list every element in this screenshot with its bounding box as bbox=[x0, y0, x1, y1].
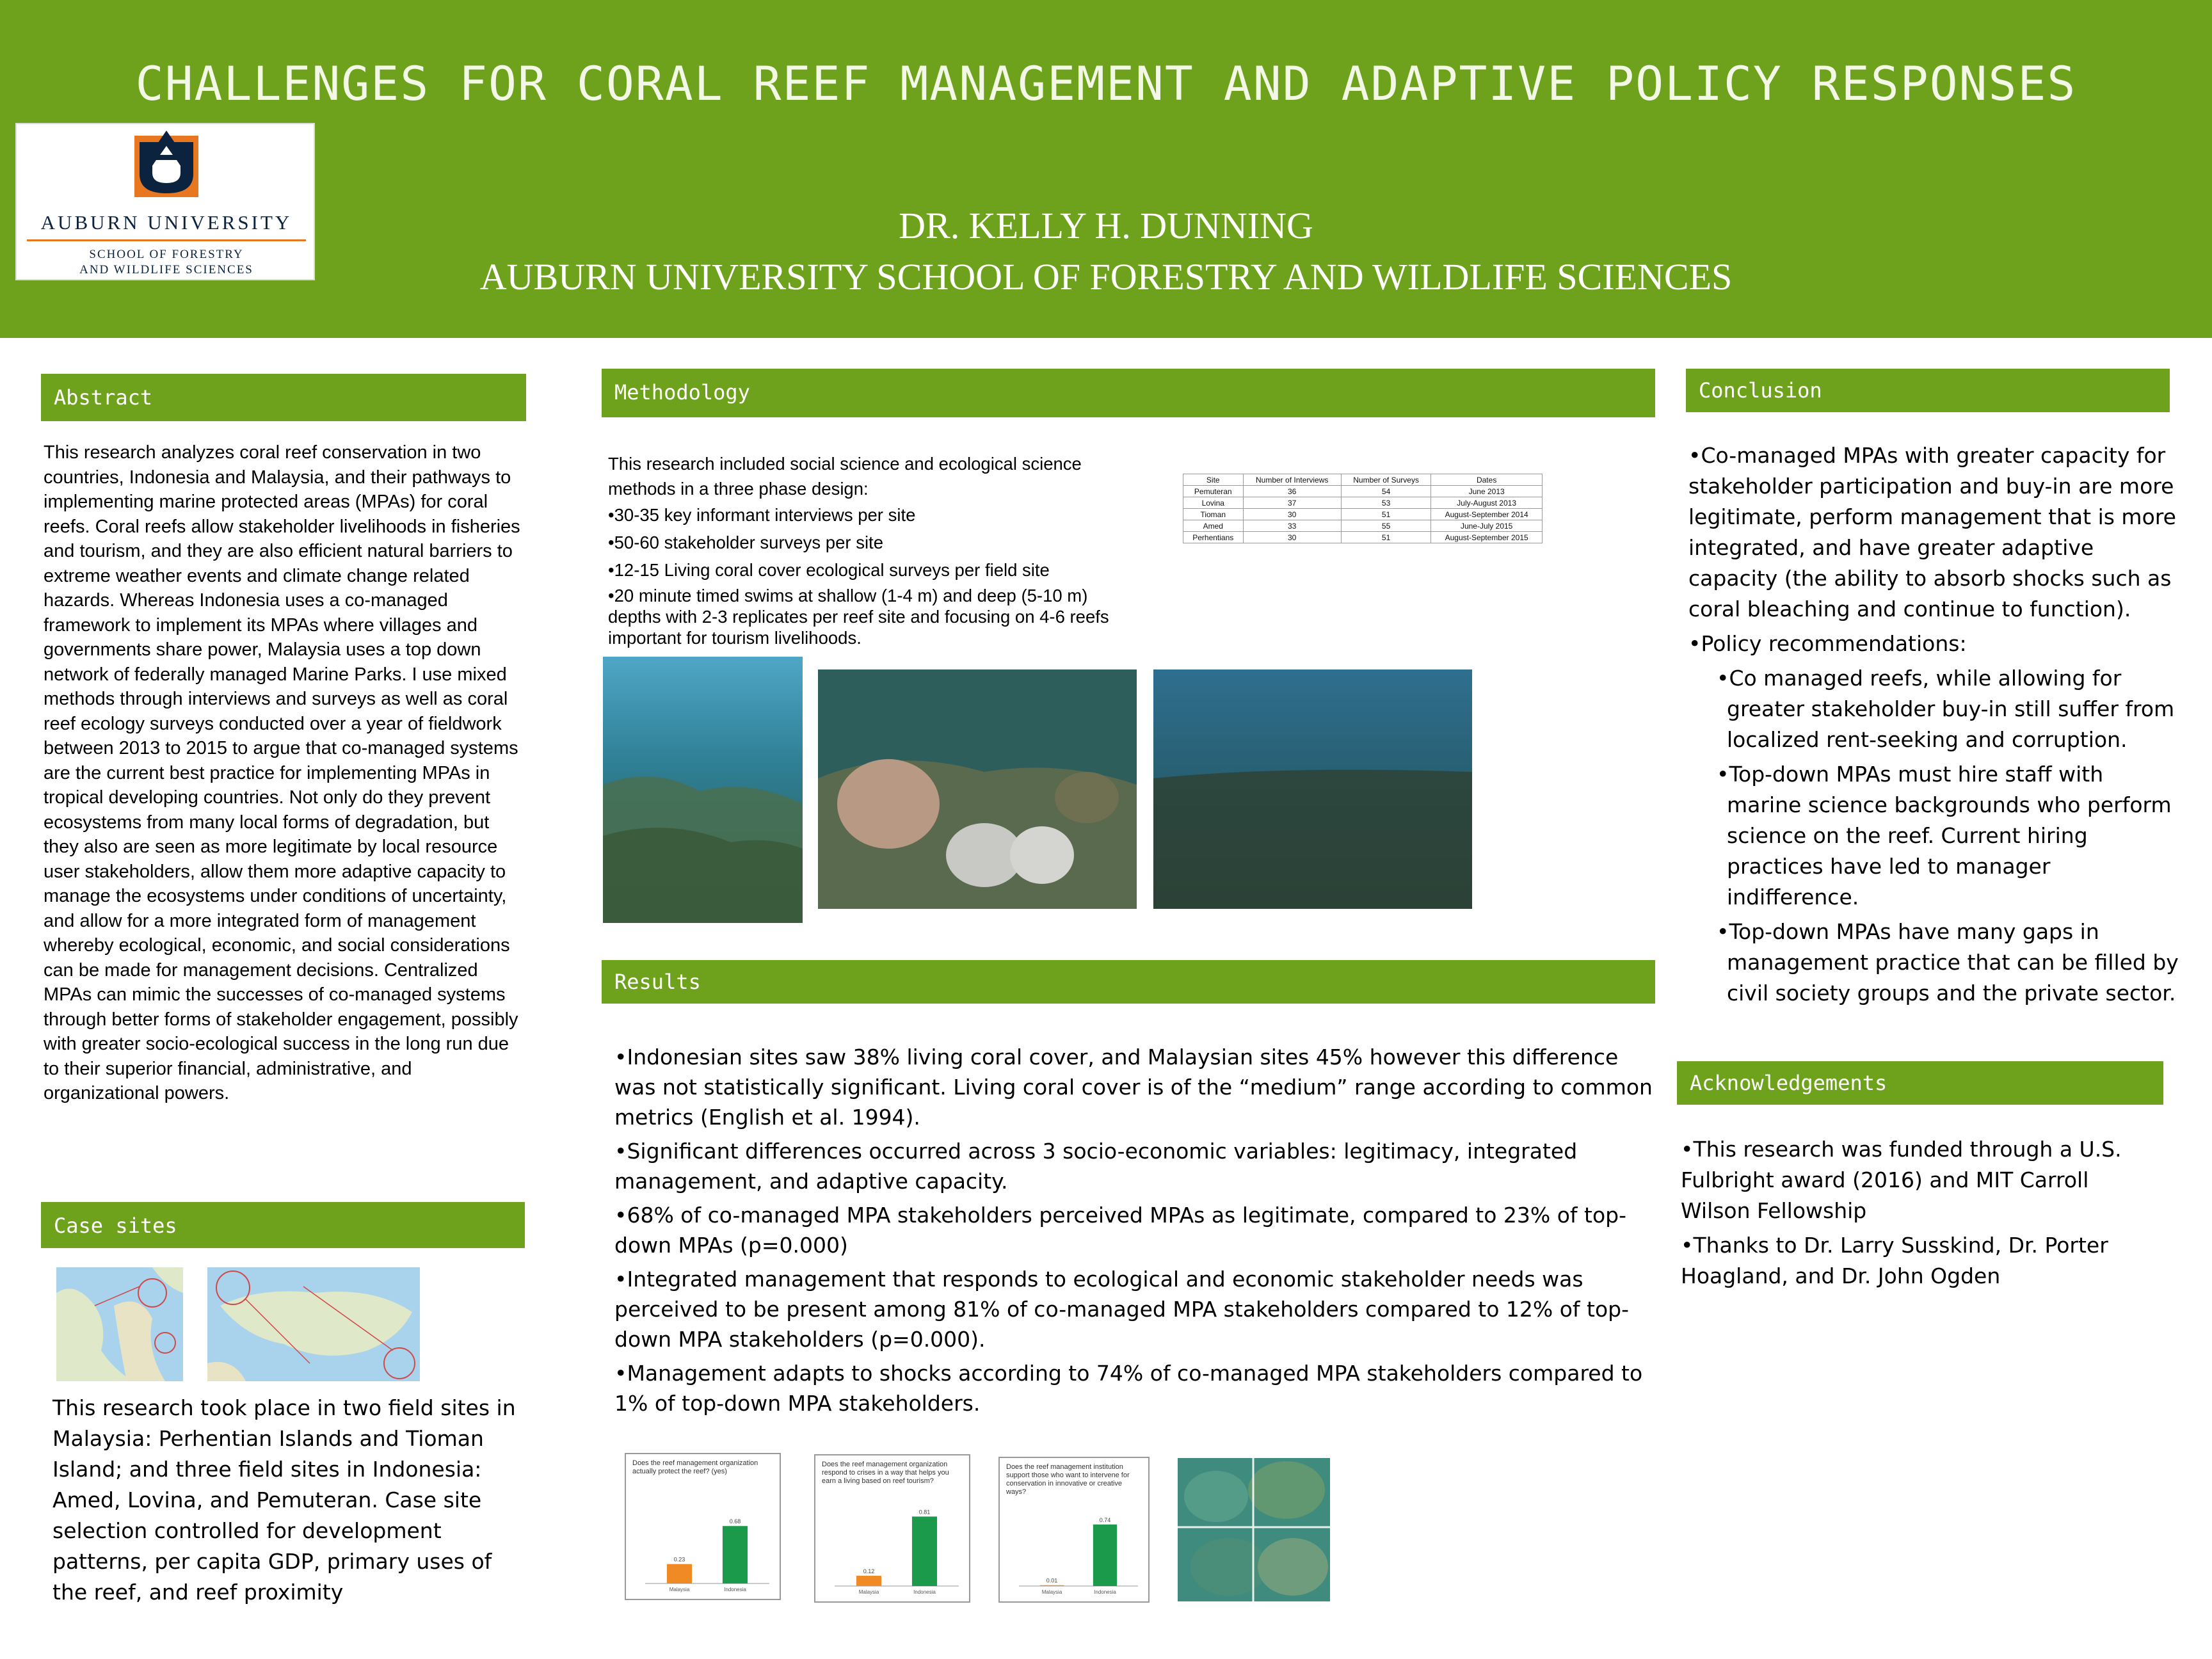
methodology-heading: Methodology bbox=[602, 369, 1655, 417]
author-name: DR. KELLY H. DUNNING bbox=[899, 205, 1313, 246]
table-cell: Perhentians bbox=[1183, 532, 1244, 543]
results-bullet: •Management adapts to shocks according to 74% of co-managed MPA stakeholders compared to 1% of top-down MPA stakeholders. bbox=[614, 1361, 1643, 1416]
recommendation-item: •Co managed reefs, while allowing for greater stakeholder buy-in still suffer from localized rent-seeking and corruption. bbox=[1717, 666, 2175, 752]
table-cell: 30 bbox=[1243, 532, 1341, 543]
table-cell: 33 bbox=[1243, 520, 1341, 532]
chart-category-label: Indonesia bbox=[724, 1587, 746, 1592]
acknowledgements-heading: Acknowledgements bbox=[1677, 1061, 2163, 1105]
bali-map bbox=[207, 1267, 420, 1381]
chart-value-label: 0.01 bbox=[1046, 1577, 1058, 1584]
table-cell: August-September 2014 bbox=[1431, 509, 1543, 520]
methodology-text bbox=[608, 451, 1139, 648]
methodology-bullet: •20 minute timed swims at shallow (1-4 m) and deep (5-10 m) depths with 2-3 replicates per reef site and focusing on 4-6 reefs important for tourism livelihoods. bbox=[608, 586, 1109, 648]
methodology-bullet: •12-15 Living coral cover ecological surveys per field site bbox=[608, 560, 1050, 580]
recommendation-item: •Top-down MPAs have many gaps in management practice that can be filled by civil society groups and the private sector. bbox=[1717, 919, 2179, 1006]
table-cell: Lovina bbox=[1183, 497, 1244, 509]
logo-divider bbox=[27, 239, 306, 241]
chart-category-label: Malaysia bbox=[858, 1589, 879, 1595]
chart-title: Does the reef management institution support those who want to intervene for conservation in innovative or creative ways? bbox=[1006, 1463, 1130, 1496]
chart-bar-malaysia bbox=[1040, 1585, 1064, 1586]
results-heading: Results bbox=[602, 960, 1655, 1004]
chart-bar-indonesia bbox=[723, 1526, 748, 1583]
chart-value-label: 0.81 bbox=[918, 1509, 931, 1516]
chart-title: Does the reef management organization respond to crises in a way that helps you earn a living based on reef tourism? bbox=[822, 1461, 949, 1485]
results-bullet: •Integrated management that responds to ecological and economic stakeholder needs was perceived to be present among 81% of co-managed MPA stakeholders compared to 12% of top-down MPA stakeholders (p=0.000). bbox=[614, 1267, 1630, 1352]
site-table-header-cell: Dates bbox=[1431, 474, 1543, 486]
logo-university-name: AUBURN UNIVERSITY bbox=[40, 211, 293, 234]
methodology-intro: This research included social science and ecological science methods in a three phase design: bbox=[608, 454, 1082, 499]
reef-photo-deep bbox=[1153, 669, 1472, 909]
table-cell: 53 bbox=[1341, 497, 1431, 509]
site-table-header bbox=[1183, 474, 1543, 486]
chart-category-label: Malaysia bbox=[1041, 1589, 1062, 1595]
abstract-heading: Abstract bbox=[41, 374, 526, 421]
coral-transect-photo bbox=[1178, 1458, 1330, 1601]
chart-bar-malaysia bbox=[856, 1576, 881, 1586]
au-monogram-icon bbox=[115, 129, 218, 219]
chart-bar-malaysia bbox=[667, 1564, 692, 1583]
table-cell: 55 bbox=[1341, 520, 1431, 532]
recommendation-item: •Top-down MPAs must hire staff with marine science backgrounds who perform science on the reef. Current hiring practices have led to manager indifference. bbox=[1717, 762, 2172, 910]
methodology-bullet: •30-35 key informant interviews per site bbox=[608, 505, 916, 525]
chart-category-label: Indonesia bbox=[913, 1589, 936, 1595]
policy-recommendations-list bbox=[1688, 663, 2181, 1009]
chart-plot bbox=[1000, 1458, 1151, 1604]
conclusion-text bbox=[1688, 440, 2181, 1013]
table-row bbox=[1183, 532, 1543, 543]
table-cell: 36 bbox=[1243, 486, 1341, 497]
chart-category-label: Malaysia bbox=[669, 1587, 690, 1592]
case-sites-text: This research took place in two field sites in Malaysia: Perhentian Islands and Tioman Island; and three field sites in Indonesia: Amed, Lovina, and Pemuteran. Case site selection controlled for development patterns, per capita GDP, primary uses of the reef, and reef proximity bbox=[52, 1395, 516, 1605]
chart-category-label: Indonesia bbox=[1094, 1589, 1116, 1595]
results-bullet: •68% of co-managed MPA stakeholders perceived MPAs as legitimate, compared to 23% of top-down MPAs (p=0.000) bbox=[614, 1203, 1626, 1258]
chart-plot bbox=[626, 1454, 782, 1601]
acknowledgement-point: •Thanks to Dr. Larry Susskind, Dr. Porter Hoagland, and Dr. John Ogden bbox=[1681, 1233, 2108, 1288]
site-table-header-cell: Site bbox=[1183, 474, 1244, 486]
table-cell: 54 bbox=[1341, 486, 1431, 497]
conclusion-point: •Co-managed MPAs with greater capacity for stakeholder participation and buy-in are more legitimate, perform management that is more integrated, and have greater adaptive capacity (the ability to absorb shocks such as coral bleaching and continue to function). bbox=[1688, 443, 2176, 621]
results-text bbox=[614, 1042, 1658, 1422]
site-table-header-cell: Number of Surveys bbox=[1341, 474, 1431, 486]
chart-value-label: 0.12 bbox=[863, 1567, 875, 1575]
malaysia-map bbox=[56, 1267, 183, 1381]
chart-value-label: 0.23 bbox=[673, 1556, 685, 1563]
chart-title: Does the reef management organization actually protect the reef? (yes) bbox=[632, 1459, 758, 1475]
case-sites-heading: Case sites bbox=[41, 1202, 525, 1248]
table-cell: Tioman bbox=[1183, 509, 1244, 520]
table-row bbox=[1183, 497, 1543, 509]
conclusion-heading: Conclusion bbox=[1686, 369, 2170, 412]
results-bullet: •Indonesian sites saw 38% living coral cover, and Malaysian sites 45% however this difference was not statistically significant. Living coral cover is of the “medium” range according to common metrics (English et al. 1994). bbox=[614, 1045, 1653, 1130]
site-table bbox=[1183, 474, 1543, 543]
table-cell: July-August 2013 bbox=[1431, 497, 1543, 509]
table-cell: 51 bbox=[1341, 532, 1431, 543]
chart-value-label: 0.68 bbox=[729, 1518, 741, 1525]
chart-protect-reef bbox=[625, 1453, 781, 1600]
table-row bbox=[1183, 486, 1543, 497]
table-cell: 30 bbox=[1243, 509, 1341, 520]
table-cell: 37 bbox=[1243, 497, 1341, 509]
methodology-bullet: •50-60 stakeholder surveys per site bbox=[608, 533, 883, 552]
chart-support-innovation bbox=[998, 1457, 1150, 1603]
logo-school-name bbox=[17, 247, 316, 278]
chart-value-label: 0.74 bbox=[1099, 1516, 1111, 1523]
chart-bar-indonesia bbox=[912, 1516, 937, 1586]
reef-photo-shallow bbox=[603, 657, 803, 923]
table-cell: June 2013 bbox=[1431, 486, 1543, 497]
table-cell: August-September 2015 bbox=[1431, 532, 1543, 543]
university-logo bbox=[15, 123, 315, 280]
table-row bbox=[1183, 520, 1543, 532]
conclusion-point: •Policy recommendations: bbox=[1688, 631, 1967, 656]
chart-plot bbox=[815, 1455, 972, 1604]
chart-bar-indonesia bbox=[1093, 1525, 1117, 1586]
author-affiliation: AUBURN UNIVERSITY SCHOOL OF FORESTRY AND WILDLIFE SCIENCES bbox=[479, 256, 1733, 298]
logo-school-line2: AND WILDLIFE SCIENCES bbox=[79, 263, 253, 276]
abstract-text: This research analyzes coral reef conservation in two countries, Indonesia and Malaysia, and their pathways to implementing marine protected areas (MPAs) for coral reefs. Coral reefs allow stakeholder livelihoods in fisheries and tourism, and they are also efficient natural barriers to extreme weather events and climate change related hazards. Whereas Indonesia uses a co-managed framework to implement its MPAs where villages and governments share power, Malaysia uses a top down network of federally managed Marine Parks. I use mixed methods through interviews and surveys as well as coral reef ecology surveys conducted over a year of fieldwork between 2013 to 2015 to argue that co-managed systems are the current best practice for implementing MPAs in tropical developing countries. Not only do they prevent ecosystems from many local forms of degradation, but they also are seen as more legitimate by local resource user stakeholders, allow them more adaptive capacity to manage the ecosystems under conditions of uncertainty, and allow for a more integrated form of management whereby ecological, economic, and social considerations can be made for management decisions. Centralized MPAs can mimic the successes of co-managed systems through better forms of stakeholder engagement, possibly with greater socio-ecological success in the long run due to their superior financial, administrative, and organizational powers. bbox=[44, 442, 520, 1103]
logo-school-line1: SCHOOL OF FORESTRY bbox=[89, 248, 244, 261]
site-table-header-cell: Number of Interviews bbox=[1243, 474, 1341, 486]
table-cell: Pemuteran bbox=[1183, 486, 1244, 497]
table-cell: 51 bbox=[1341, 509, 1431, 520]
acknowledgement-point: •This research was funded through a U.S. Fulbright award (2016) and MIT Carroll Wilson Fellowship bbox=[1681, 1137, 2122, 1223]
table-cell: June-July 2015 bbox=[1431, 520, 1543, 532]
table-cell: Amed bbox=[1183, 520, 1244, 532]
reef-photo-corals bbox=[818, 669, 1137, 909]
poster-title: CHALLENGES FOR CORAL REEF MANAGEMENT AND ADAPTIVE POLICY RESPONSES bbox=[135, 57, 2077, 111]
results-bullet: •Significant differences occurred across 3 socio-economic variables: legitimacy, integrated management, and adaptive capacity. bbox=[614, 1139, 1578, 1194]
acknowledgements-text bbox=[1681, 1134, 2142, 1295]
chart-respond-crises bbox=[814, 1454, 970, 1603]
table-row bbox=[1183, 509, 1543, 520]
